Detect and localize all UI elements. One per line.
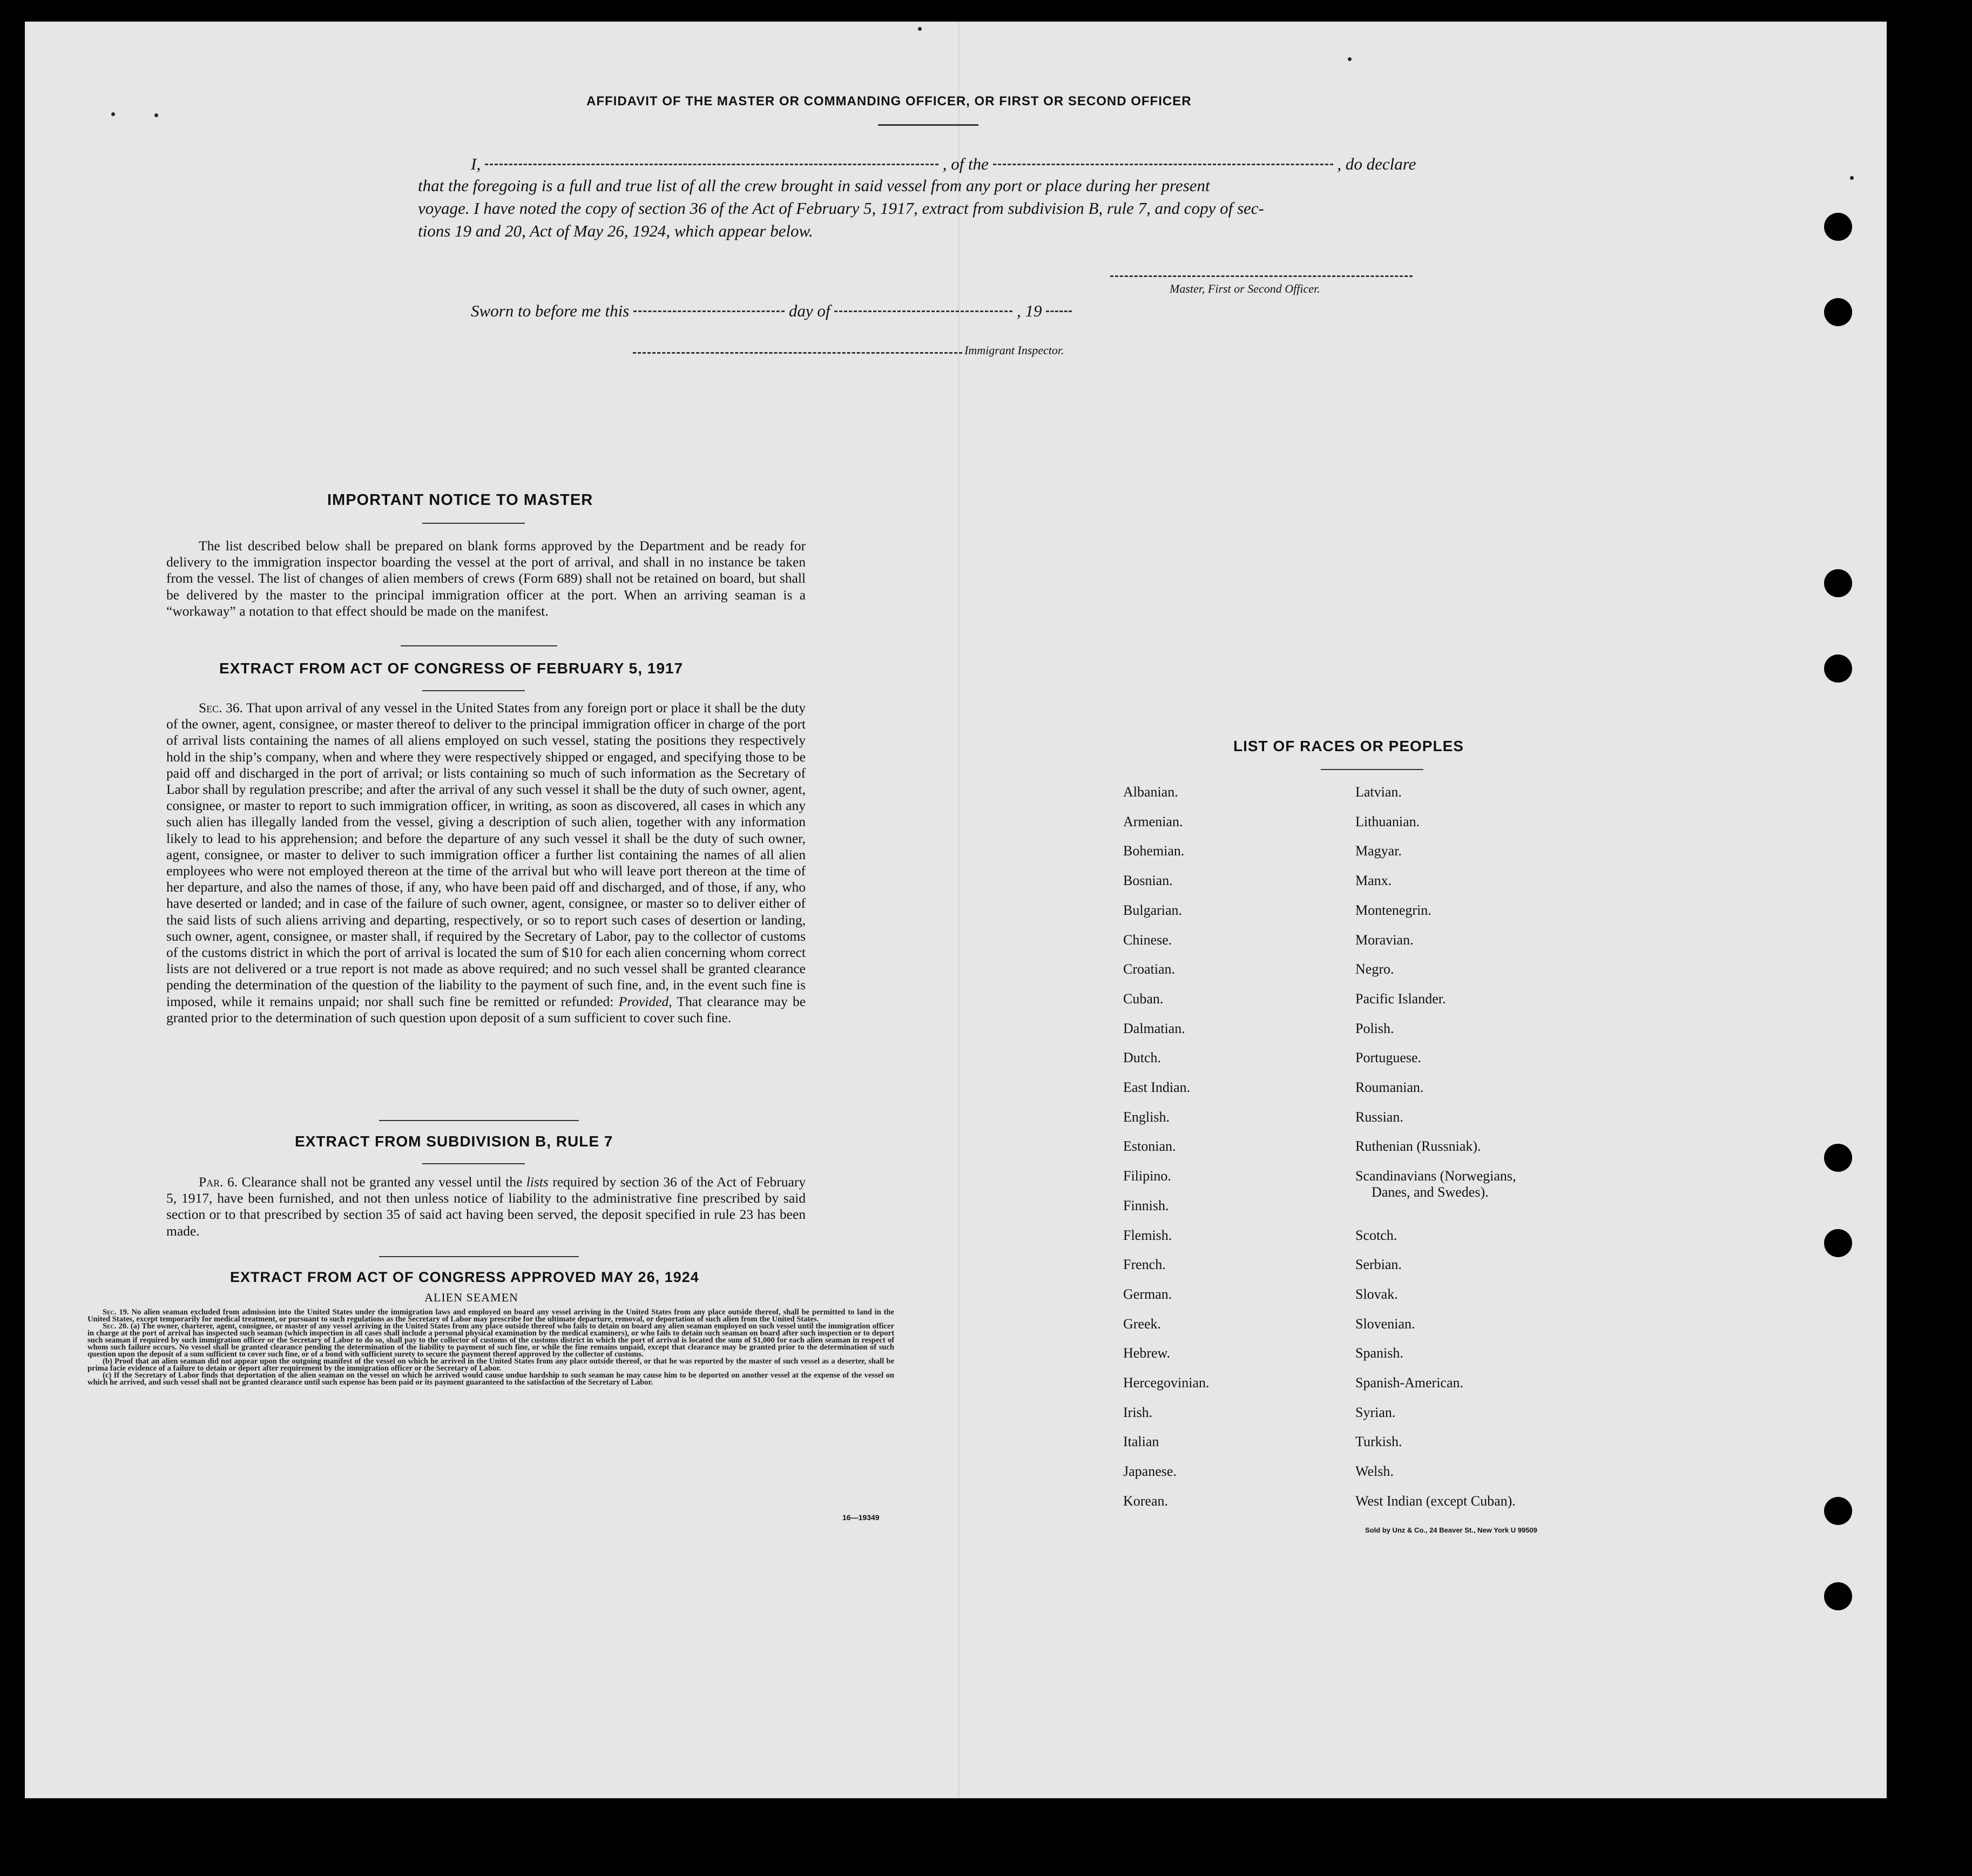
signature-label: Master, First or Second Officer.	[1170, 282, 1320, 295]
publisher-footer: Sold by Unz & Co., 24 Beaver St., New York U 99509	[1365, 1526, 1537, 1534]
sworn-month-blank[interactable]	[834, 311, 1012, 312]
race-item: Cuban.	[1123, 990, 1164, 1007]
race-item: French.	[1123, 1257, 1166, 1273]
par6-label: Par. 6.	[199, 1174, 238, 1190]
race-item: Dalmatian.	[1123, 1020, 1185, 1036]
binder-hole	[1824, 654, 1852, 683]
inspector-line[interactable]	[633, 352, 962, 354]
scan-speck	[918, 27, 922, 31]
race-item: Croatian.	[1123, 961, 1176, 977]
race-item: Scandinavians (Norwegians,	[1355, 1168, 1516, 1184]
signature-line[interactable]	[1110, 275, 1413, 277]
affidavit-declare: , do declare	[1337, 154, 1416, 173]
affidavit-title: AFFIDAVIT OF THE MASTER OR COMMANDING OFFICER, OR FIRST OR SECOND OFFICER	[586, 94, 1192, 109]
sworn-year: , 19	[1016, 301, 1042, 320]
vessel-blank[interactable]	[993, 164, 1333, 165]
race-item: Portuguese.	[1355, 1050, 1422, 1066]
race-item: Italian	[1123, 1434, 1159, 1450]
race-item: Moravian.	[1355, 932, 1414, 948]
race-item: Irish.	[1123, 1404, 1153, 1420]
act1917-underline	[422, 690, 525, 691]
sworn-line	[471, 301, 1072, 321]
binder-hole	[1824, 1144, 1852, 1172]
race-item: Welsh.	[1355, 1463, 1394, 1480]
affidavit-of-the: , of the	[942, 154, 989, 173]
rule7-underline	[422, 1163, 525, 1164]
section-divider	[379, 1256, 579, 1257]
binder-hole	[1824, 213, 1852, 241]
rule7-title: EXTRACT FROM SUBDIVISION B, RULE 7	[295, 1133, 613, 1150]
name-blank[interactable]	[485, 164, 938, 165]
race-item: Estonian.	[1123, 1138, 1176, 1155]
act1924-title: EXTRACT FROM ACT OF CONGRESS APPROVED MAY 26, 1924	[230, 1269, 699, 1285]
race-item: Ruthenian (Russniak).	[1355, 1138, 1481, 1155]
race-item: Albanian.	[1123, 784, 1178, 800]
notice-underline	[422, 523, 525, 524]
race-item: Filipino.	[1123, 1168, 1171, 1184]
race-item: Spanish-American.	[1355, 1375, 1464, 1391]
rule7-paragraph: Par. 6. Clearance shall not be granted any vessel until the lists required by section 36 of the Act of February 5, 1917, have been furnished, and not then unless notice of liability to the administrative fine prescribed by said section or to that prescribed by section 35 of said act having been served, the deposit specified in rule 23 has been made.	[166, 1174, 806, 1239]
race-item: Slovenian.	[1355, 1315, 1415, 1332]
race-item: Polish.	[1355, 1020, 1394, 1036]
race-item: German.	[1123, 1286, 1172, 1302]
scan-speck	[154, 113, 158, 117]
provided-word: Provided,	[618, 993, 672, 1009]
race-item: Bohemian.	[1123, 843, 1185, 859]
races-title: LIST OF RACES OR PEOPLES	[1233, 738, 1464, 754]
race-item: Bulgarian.	[1123, 902, 1183, 918]
race-item: Chinese.	[1123, 932, 1172, 948]
notice-paragraph: The list described below shall be prepared on blank forms approved by the Department and be ready for delivery to the immigration inspector boarding the vessel at the port of arrival, and shall in no instance be taken from the vessel. The list of changes of alien members of crews (Form 689) shall not be retained on board, but shall be delivered by the master to the principal immigration officer at the port. When an arriving seaman is a “workaway” a notation to that effect should be made on the manifest.	[166, 538, 806, 619]
sworn-year-blank[interactable]	[1046, 311, 1072, 312]
race-item: Bosnian.	[1123, 873, 1173, 889]
binder-hole	[1824, 1229, 1852, 1257]
sworn-day-of: day of	[788, 301, 830, 320]
race-item: Montenegrin.	[1355, 902, 1431, 918]
race-item: Negro.	[1355, 961, 1394, 977]
page-fold	[958, 22, 960, 1798]
race-item: Finnish.	[1123, 1197, 1169, 1213]
race-item: Magyar.	[1355, 843, 1402, 859]
act1924-text: Sec. 19. No alien seaman excluded from admission into the United States under the immigration laws and employed on board any vessel arriving in the United States from any place outside thereof, shall be permitted to land in the United States, except temporarily for medical treatment, or pursuant to such regulations as the Secretary of Labor may prescribe for the ultimate departure, removal, or deportation of such alien from the United States. Sec. 20. (a) The owner, charterer, agent, consignee, or master of any vessel arriving in the United States from any place outside thereof who fails to detain on board any alien seaman employed on such vessel until the immigration officer in charge at the port of arrival has inspected such seaman (which inspection in all cases shall include a personal physical examination by the medical examiners), or who fails to detain such seaman on board after such inspection or to deport such seaman if required by such immigration officer or the Secretary of Labor to do so, shall pay to the collector of customs of the customs district in which the port of arrival is located the sum of $1,000 for each alien seaman in respect of whom such failure occurs. No vessel shall be granted clearance pending the determination of the liability to payment of such fine, or while the fine remains unpaid, except that clearance may be granted prior to the determination of such question upon the deposit of a sum sufficient to cover such fine, or of a bond with sufficient surety to secure the payment thereof approved by the collector of customs. (b) Proof that an alien seaman did not appear upon the outgoing manifest of the vessel on which he arrived in the United States from any place outside thereof, or that he was reported by the master of such vessel as a deserter, shall be prima facie evidence of a failure to detain or deport after requirement by the immigration officer or the Secretary of Labor. (c) If the Secretary of Labor finds that deportation of the alien seaman on the vessel on which he arrived would cause undue hardship to such seaman he may cause him to be deported on another vessel at the expense of the vessel on which he arrived, and such vessel shall not be granted clearance until such expense has been paid or its payment guaranteed to the satisfaction of the Secretary of Labor.	[87, 1308, 894, 1387]
race-item: Pacific Islander.	[1355, 990, 1446, 1007]
race-item: Russian.	[1355, 1109, 1403, 1125]
race-item: Armenian.	[1123, 813, 1183, 829]
sworn-prefix: Sworn to before me this	[471, 301, 630, 320]
race-item: English.	[1123, 1109, 1170, 1125]
race-item: Slovak.	[1355, 1286, 1398, 1302]
form-number: 16—19349	[842, 1513, 880, 1522]
race-item: Lithuanian.	[1355, 813, 1420, 829]
scan-speck	[1348, 57, 1352, 61]
affidavit-line-2: that the foregoing is a full and true list of all the crew brought in said vessel from any port or place during her present	[418, 176, 1210, 195]
scan-speck	[1850, 176, 1854, 180]
act1924-subtitle: ALIEN SEAMEN	[424, 1291, 518, 1304]
race-item: Korean.	[1123, 1493, 1169, 1509]
section-divider	[379, 1120, 579, 1121]
race-item: Latvian.	[1355, 784, 1402, 800]
race-item: Hercegovinian.	[1123, 1375, 1210, 1391]
races-underline	[1321, 769, 1423, 770]
act1917-title: EXTRACT FROM ACT OF CONGRESS OF FEBRUARY 5, 1917	[219, 660, 684, 677]
affidavit-line-3: voyage. I have noted the copy of section 36 of the Act of February 5, 1917, extract from subdivision B, rule 7, and copy of sec-	[418, 199, 1264, 218]
race-item: East Indian.	[1123, 1079, 1191, 1095]
lists-word: lists	[526, 1174, 549, 1190]
affidavit-line-4: tions 19 and 20, Act of May 26, 1924, which appear below.	[418, 221, 813, 240]
race-item: Scotch.	[1355, 1227, 1397, 1243]
race-item: Roumanian.	[1355, 1079, 1424, 1095]
binder-hole	[1824, 1497, 1852, 1525]
binder-hole	[1824, 1582, 1852, 1610]
scan-speck	[111, 112, 115, 116]
race-item: Manx.	[1355, 873, 1392, 889]
race-item: Hebrew.	[1123, 1345, 1171, 1361]
race-item: Spanish.	[1355, 1345, 1403, 1361]
race-item: Flemish.	[1123, 1227, 1172, 1243]
notice-title: IMPORTANT NOTICE TO MASTER	[327, 491, 593, 509]
title-underline	[878, 124, 978, 126]
sworn-date-blank[interactable]	[633, 311, 785, 312]
sec36-label: Sec. 36.	[199, 700, 243, 716]
affidavit-line-1	[471, 154, 1471, 174]
race-item: Syrian.	[1355, 1404, 1396, 1420]
race-item: Turkish.	[1355, 1434, 1402, 1450]
section-divider	[401, 645, 557, 646]
binder-hole	[1824, 298, 1852, 326]
race-item: West Indian (except Cuban).	[1355, 1493, 1516, 1509]
document-page	[25, 22, 1887, 1798]
race-item: Serbian.	[1355, 1257, 1402, 1273]
race-item: Dutch.	[1123, 1050, 1161, 1066]
race-item-continuation: Danes, and Swedes).	[1372, 1184, 1489, 1200]
act1917-paragraph: Sec. 36. That upon arrival of any vessel in the United States from any foreign port or place it shall be the duty of the owner, agent, consignee, or master thereof to deliver to the principal immigration officer in charge of the port of arrival lists containing the names of all aliens employed on such vessel, stating the positions they respectively hold in the ship’s company, when and where they were respectively shipped or engaged, and specifying those to be paid off and discharged in the port of arrival; or lists containing so much of such information as the Secretary of Labor shall by regulation prescribe; and after the arrival of any such vessel it shall be the duty of such owner, agent, consignee, or master to report to such immigration officer, in writing, as soon as discovered, all cases in which any such alien has illegally landed from the vessel, giving a description of such alien, together with any information likely to lead to his apprehension; and before the departure of any such vessel it shall be the duty of such owner, agent, consignee, or master to deliver to such immigration officer a further list containing the names of all alien employees who were not employed thereon at the time of the arrival but who will leave port thereon at the time of her departure, and also the names of those, if any, who have been paid off and discharged, and of those, if any, who have deserted or landed; and in case of the failure of such owner, agent, consignee, or master so to deliver either of the said lists of such aliens arriving and departing, respectively, or so to report such cases of desertion or landing, such owner, agent, consignee, or master shall, if required by the Secretary of Labor, pay to the collector of customs of the customs district in which the port of arrival is located the sum of $10 for each alien concerning whom correct lists are not delivered or a true report is not made as above required; and no such vessel shall be granted clearance pending the determination of the question of the liability to the payment of such fine, and, in the event such fine is imposed, while it remains unpaid; nor shall such fine be remitted or refunded: Provided, That clearance may be granted prior to the determination of such question upon deposit of a sum sufficient to cover such fine.	[166, 700, 806, 1025]
binder-hole	[1824, 569, 1852, 597]
race-item: Greek.	[1123, 1315, 1161, 1332]
affidavit-i: I,	[471, 154, 481, 173]
race-item: Japanese.	[1123, 1463, 1177, 1480]
inspector-label: Immigrant Inspector.	[964, 343, 1064, 357]
